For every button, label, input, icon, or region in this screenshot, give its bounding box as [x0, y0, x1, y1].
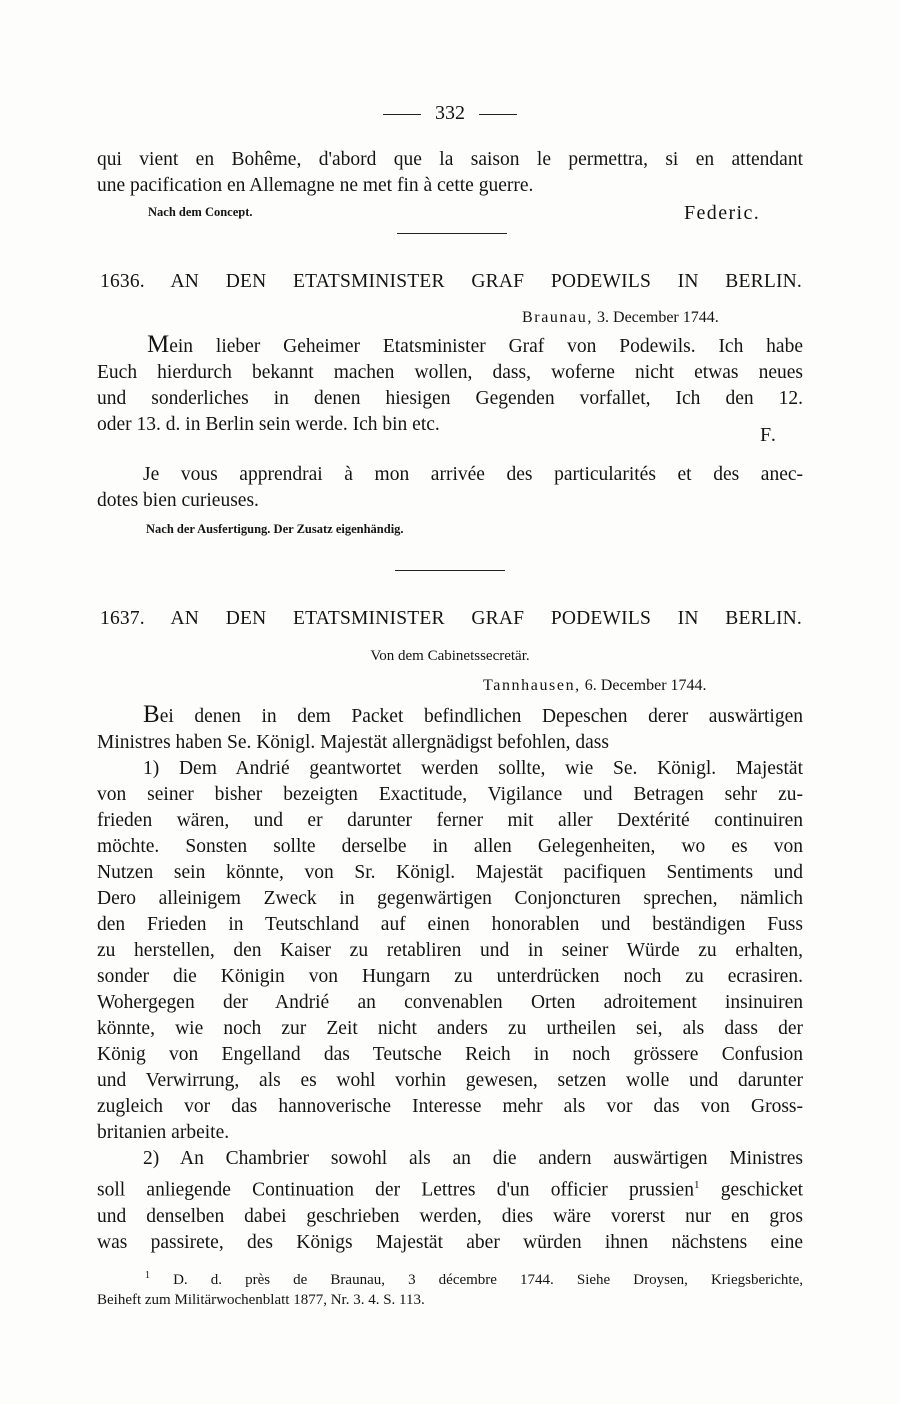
footnote-line: Beiheft zum Militärwochenblatt 1877, Nr. 3. 4. S. 113.: [97, 1292, 425, 1308]
page-number-dash-left: [383, 114, 421, 115]
dateline-date: 6. December 1744.: [584, 677, 707, 694]
dateline: [483, 677, 707, 695]
source-note: Nach dem Concept.: [148, 205, 253, 219]
text-line: Nutzen sein könnte, von Sr. Königl. Majestät pacifiquen Sentiments und: [97, 862, 803, 883]
letter-body: [97, 332, 803, 438]
text-line: qui vient en Bohême, d'abord que la saison le permettra, si en attendant: [97, 149, 803, 170]
text-line: zu herstellen, den Kaiser zu retabliren und in seiner Würde zu erhalten,: [97, 940, 803, 961]
text-line: sonder die Königin von Hungarn zu unterdrücken noch zu ecrasiren.: [97, 966, 803, 987]
page-number-dash-right: [479, 114, 517, 115]
signature: F.: [760, 424, 778, 446]
initial-letter: B: [143, 701, 160, 728]
footnote: [97, 1266, 803, 1310]
text-line: soll anliegende Continuation der Lettres d'un officier prussien$^1$ geschicket: [97, 1179, 804, 1201]
text-line: den Frieden in Teutschland auf einen honorablen und beständigen Fuss: [97, 914, 803, 935]
text-line: Mein lieber Geheimer Etatsminister Graf von Podewils. Ich habe: [147, 331, 803, 358]
signature: Federic.: [684, 202, 761, 224]
text-line: Ministres haben Se. Königl. Majestät allergnädigst befohlen, dass: [97, 732, 609, 753]
text-line: Wohergegen der Andrié an convenablen Orten adroitement insinuiren: [97, 992, 803, 1013]
dateline-place: Braunau,: [522, 309, 594, 326]
text-line: und Verwirrung, als es wohl vorhin gewesen, setzen wolle und darunter: [97, 1070, 803, 1091]
intro-paragraph: [97, 147, 803, 199]
text-line: und denselben dabei geschrieben werden, dies wäre vorerst nur en gros: [97, 1205, 803, 1227]
page-number: [0, 102, 900, 125]
text-line: König von Engelland das Teutsche Reich in noch grössere Confusion: [97, 1044, 803, 1065]
text-line: Euch hierdurch bekannt machen wollen, dass, woferne nicht etwas neues: [97, 362, 803, 383]
text-line: dotes bien curieuses.: [97, 490, 259, 511]
letter-body: [97, 702, 803, 1256]
dateline: [522, 309, 719, 327]
text-line: Je vous apprendrai à mon arrivée des particularités et des anec-: [143, 464, 803, 485]
initial-letter: M: [147, 331, 170, 358]
text-line: Bei denen in dem Packet befindlichen Depeschen derer auswärtigen: [143, 701, 803, 728]
text-line: könnte, wie noch zur Zeit nicht anders zu urtheilen sei, als dass der: [97, 1018, 803, 1039]
footnote-reference[interactable]: 1: [693, 1179, 700, 1191]
footnote-marker: 1: [145, 1270, 150, 1281]
text-line: möchte. Sonsten sollte derselbe in allen Gelegenheiten, wo es von: [97, 836, 803, 857]
page-number-text: 332: [435, 102, 465, 124]
footnote-line: $^1$ D. d. près de Braunau, 3 décembre 1744. Siehe Droysen, Kriegsberichte,: [145, 1270, 804, 1288]
text-line: was passirete, des Königs Majestät aber würden ihnen nächstens eine: [97, 1231, 803, 1253]
text-line: Dero alleinigem Zweck in gegenwärtigen Conjoncturen sprechen, nämlich: [97, 888, 803, 909]
dateline-place: Tannhausen,: [483, 677, 581, 694]
letter-subheading: Von dem Cabinetssecretär.: [370, 648, 530, 664]
text-line: zugleich vor das hannoverische Interesse mehr als vor das von Gross-: [97, 1096, 803, 1117]
dateline-date: 3. December 1744.: [597, 309, 719, 326]
text-line: oder 13. d. in Berlin sein werde. Ich bin etc.: [97, 414, 440, 435]
text-line: frieden wären, und er darunter ferner mit aller Dextérité continuiren: [97, 810, 803, 831]
section-divider: [395, 570, 505, 571]
text-line: 2) An Chambrier sowohl als an die andern auswärtigen Ministres: [143, 1148, 803, 1169]
letter-heading: 1636. AN DEN ETATSMINISTER GRAF PODEWILS IN BERLIN.: [100, 271, 802, 292]
text-line: 1) Dem Andrié geantwortet werden sollte, wie Se. Königl. Majestät: [143, 758, 803, 779]
text-line: britanien arbeite.: [97, 1122, 230, 1143]
source-note: Nach der Ausfertigung. Der Zusatz eigenhändig.: [146, 522, 404, 536]
postscript: [97, 462, 803, 514]
section-divider: [397, 233, 507, 234]
text-line: une pacification en Allemagne ne met fin à cette guerre.: [97, 175, 534, 196]
text-line: und sonderliches in denen hiesigen Gegenden vorfallet, Ich den 12.: [97, 388, 803, 409]
text-line: von seiner bisher bezeigten Exactitude, Vigilance und Betragen sehr zu-: [97, 784, 803, 805]
letter-heading: 1637. AN DEN ETATSMINISTER GRAF PODEWILS IN BERLIN.: [100, 608, 802, 629]
